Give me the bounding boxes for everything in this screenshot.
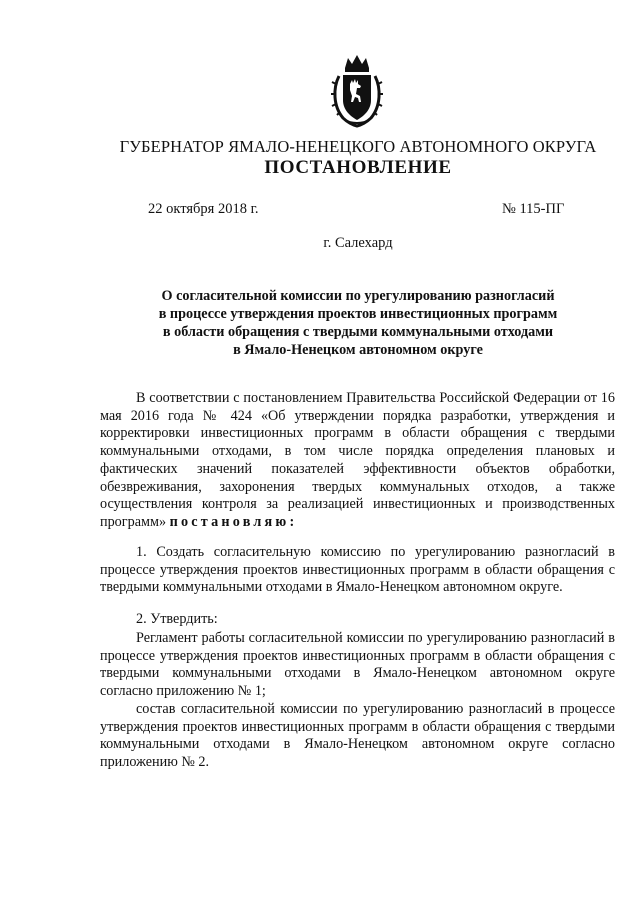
item-2-regulation-text: Регламент работы согласительной комиссии по урегулированию разногласий в процессе утверждения проектов инвестиционных программ в области обращения с твердыми коммунальными отходами в Ямало-Ненецком автономном округе согласно приложению № 1;: [100, 630, 615, 700]
item-2-composition-text: состав согласительной комиссии по урегулированию разногласий в процессе утверждения проектов инвестиционных программ в области обращения с твердыми коммунальными отходами в Ямало-Ненецком автономном округе согласно приложению № 2.: [100, 701, 615, 771]
item-2-paragraph: [100, 611, 615, 629]
document-number: № 115-ПГ: [502, 201, 565, 217]
title-line: в процессе утверждения проектов инвестиционных программ: [158, 306, 558, 322]
item-2-composition-paragraph: [100, 701, 615, 772]
document-date: 22 октября 2018 г.: [148, 201, 259, 217]
title-line: в области обращения с твердыми коммунальными отходами: [162, 324, 554, 340]
document-title: [130, 287, 586, 359]
coat-of-arms-icon: [331, 54, 383, 128]
document-type: ПОСТАНОВЛЕНИЕ: [264, 157, 452, 178]
document-city: г. Салехард: [323, 235, 393, 251]
item-1-text: 1. Создать согласительную комиссию по урегулированию разногласий в процессе утверждения проектов инвестиционных программ в области обращения с твердыми коммунальными отходами в Ямало-Ненецком автономном округе.: [100, 544, 615, 596]
title-line: в Ямало-Ненецком автономном округе: [233, 342, 483, 358]
title-line: О согласительной комиссии по урегулированию разногласий: [161, 288, 555, 304]
decree-word: постановляю:: [169, 513, 298, 530]
preamble-text: В соответствии с постановлением Правительства Российской Федерации от 16 мая 2016 года № 424 «Об утверждении порядка разработки, утверждения и корректировки инвестиционных программ в области обращения с твердыми коммунальными отходами, в том числе порядка определения плановых и фактических значений показателей эффективности объектов обработки, обезвреживания, захоронения твердых коммунальных отходов, а также осуществления контроля за реализацией инвестиционных и производственных программ»: [100, 390, 615, 530]
item-1-paragraph: [100, 544, 615, 597]
preamble-paragraph: [100, 390, 615, 532]
issuing-authority: ГУБЕРНАТОР ЯМАЛО-НЕНЕЦКОГО АВТОНОМНОГО ОКРУГА: [119, 137, 597, 156]
item-2-text: 2. Утвердить:: [136, 611, 218, 627]
item-2-regulation-paragraph: [100, 630, 615, 701]
